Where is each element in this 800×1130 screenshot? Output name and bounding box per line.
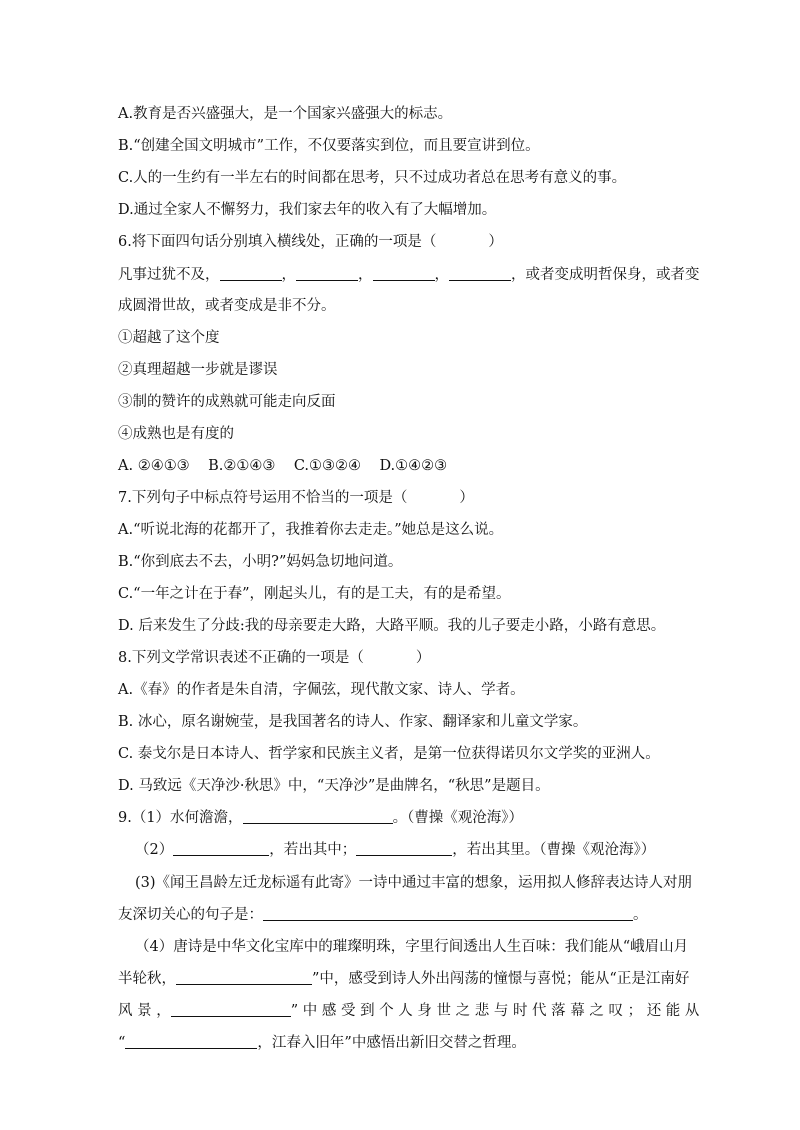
- fill-blank-1[interactable]: [220, 265, 282, 281]
- fill-blank-q9-4a[interactable]: [176, 969, 312, 985]
- q6-sentence-3: ③制的赞许的成熟就可能走向反面: [118, 394, 336, 410]
- q5-option-a: A.教育是否兴盛强大，是一个国家兴盛强大的标志。: [118, 106, 453, 122]
- q8-option-b: B. 冰心，原名谢婉莹，是我国著名的诗人、作家、翻译家和儿童文学家。: [118, 714, 588, 730]
- q8-option-a: A.《春》的作者是朱自清，字佩弦，现代散文家、诗人、学者。: [118, 682, 525, 698]
- fill-blank-q9-4b[interactable]: [171, 1001, 291, 1017]
- q6-sentence-1: ①超越了这个度: [118, 330, 220, 346]
- q6-sentence-4: ④成熟也是有度的: [118, 426, 234, 442]
- q9-p4-line3-start: 风 景 ，: [118, 1003, 171, 1019]
- q7-option-a: A.“听说北海的花都开了，我推着你去走走。”她总是这么说。: [118, 522, 504, 538]
- q9-p3-line2-text: 友深切关心的句子是：: [118, 907, 263, 923]
- q9-part-4-line3: [118, 1001, 699, 1021]
- q9-p2-end: ，若出其里。（曹操《观沧海》）: [452, 842, 656, 858]
- fill-blank-q9-3[interactable]: [263, 905, 633, 921]
- q6-passage-start: 凡事过犹不及，: [118, 267, 220, 283]
- q5-option-b: B.“创建全国文明城市”工作，不仅要落实到位，而且要宣讲到位。: [118, 138, 540, 154]
- q9-p4-line4-end: ，江春入旧年”中感悟出新旧交替之哲理。: [257, 1035, 526, 1051]
- q9-p1-start: 9.（1）水何澹澹，: [118, 810, 243, 826]
- q6-passage-line2: 成圆滑世故，或者变成是非不分。: [118, 298, 336, 314]
- q5-option-c: C.人的一生约有一半左右的时间都在思考，只不过成功者总在思考有意义的事。: [118, 170, 627, 186]
- q7-stem-close: ）: [459, 490, 474, 506]
- q8-stem-close: ）: [415, 650, 431, 666]
- q5-option-d: D.通过全家人不懈努力，我们家去年的收入有了大幅增加。: [118, 202, 497, 218]
- q9-p4-line2-end: ”中，感受到诗人外出闯荡的憧憬与喜悦；能从“正是江南好: [312, 971, 690, 987]
- q9-p2-start: （2）: [135, 842, 174, 858]
- fill-blank-q9-1[interactable]: [243, 808, 393, 824]
- q6-options: A. ②④①③ B.②①④③ C.①③②④ D.①④②③: [118, 458, 448, 474]
- q9-part-2: [135, 840, 655, 860]
- q7-option-b: B.“你到底去不去，小明?”妈妈急切地问道。: [118, 554, 403, 570]
- q8-option-d: D. 马致远《天净沙·秋思》中，“天净沙”是曲牌名，“秋思”是题目。: [118, 778, 550, 794]
- fill-blank-q9-4c[interactable]: [125, 1033, 257, 1049]
- q9-part-4-line2: [118, 969, 689, 989]
- q9-part-4-line4: [118, 1033, 526, 1053]
- q6-stem-text: 6.将下面四句话分别填入横线处，正确的一项是（: [118, 234, 437, 250]
- q9-p4-line4-start: “: [118, 1035, 126, 1051]
- q8-stem: [118, 648, 430, 668]
- q9-p2-mid: ，若出其中；: [269, 842, 357, 858]
- q9-part-3-line2: [118, 905, 648, 925]
- q9-part-3-line1: (3)《闻王昌龄左迁龙标遥有此寄》一诗中通过丰富的想象，运用拟人修辞表达诗人对朋: [135, 875, 693, 891]
- q7-stem-text: 7.下列句子中标点符号运用不恰当的一项是（: [118, 490, 408, 506]
- fill-blank-3[interactable]: [373, 265, 435, 281]
- q9-p4-line2-start: 半轮秋，: [118, 971, 176, 987]
- fill-blank-q9-2a[interactable]: [173, 840, 269, 856]
- q6-passage: [118, 265, 700, 285]
- q7-stem: [118, 488, 474, 508]
- fill-blank-4[interactable]: [449, 265, 511, 281]
- q6-comma-2: ，: [358, 267, 373, 283]
- q6-comma-3: ，: [434, 267, 449, 283]
- q6-stem-close: ）: [488, 234, 503, 250]
- fill-blank-q9-2b[interactable]: [356, 840, 452, 856]
- q9-part-1: [118, 808, 523, 828]
- q7-option-d: D. 后来发生了分歧:我的母亲要走大路，大路平顺。我的儿子要走小路，小路有意思。: [118, 618, 666, 634]
- q6-passage-end: ，或者变成明哲保身，或者变: [511, 267, 700, 283]
- q9-p4-line3-end: ” 中 感 受 到 个 人 身 世 之 悲 与 时 代 落 幕 之 叹 ； 还 能 从: [290, 1003, 700, 1019]
- q6-sentence-2: ②真理超越一步就是谬误: [118, 362, 278, 378]
- q8-stem-text: 8.下列文学常识表述不正确的一项是（: [118, 650, 364, 666]
- q9-p1-end: 。（曹操《观沧海》）: [392, 810, 524, 826]
- q6-stem: [118, 232, 503, 252]
- fill-blank-2[interactable]: [296, 265, 358, 281]
- q8-option-c: C. 泰戈尔是日本诗人、哲学家和民族主义者，是第一位获得诺贝尔文学奖的亚洲人。: [118, 746, 660, 762]
- q9-p3-end: 。: [633, 907, 648, 923]
- q6-comma-1: ，: [281, 267, 296, 283]
- q7-option-c: C.“一年之计在于春”，刚起头儿，有的是工夫，有的是希望。: [118, 586, 511, 602]
- q9-part-4-line1: （4）唐诗是中华文化宝库中的璀璨明珠，字里行间透出人生百味：我们能从“峨眉山月: [135, 939, 689, 955]
